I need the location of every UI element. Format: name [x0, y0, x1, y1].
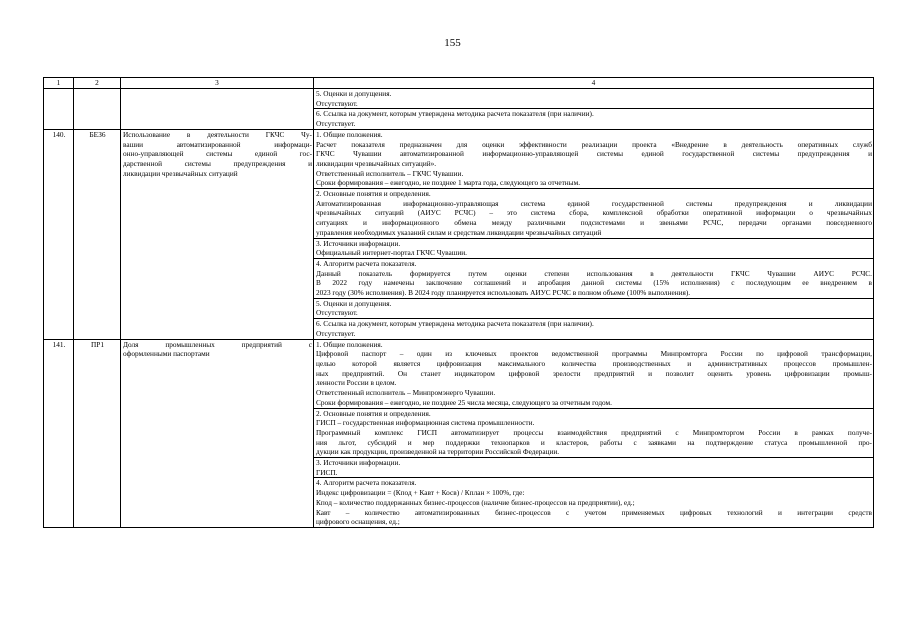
- header-col-4: 4: [314, 78, 874, 89]
- cont-num-cell: [44, 89, 74, 130]
- cont-section: [314, 89, 874, 109]
- section-heading: 2. Основные понятия и определения.: [316, 189, 431, 199]
- row-number: 141.: [44, 339, 74, 527]
- section-line: ситуациях и информационного обмена между различными подсистемами и звеньями РСЧС, передачи органами повседневного: [316, 218, 872, 228]
- section-general: [314, 339, 874, 408]
- section-line: цифрового оснащения, ед.;: [316, 517, 400, 527]
- section-sources: [314, 458, 874, 478]
- indicator-name-line: вашии автоматизированной информаци-: [123, 139, 312, 149]
- section-line: Индекс цифровизации = (Кпод + Кавт + Косв) / Кплан × 100%, где:: [316, 488, 525, 498]
- section-line: ных предприятий. Он станет индикатором цифровой зрелости предприятий и позволит оценить уровень цифровизации промыш-: [316, 368, 872, 378]
- section-assumptions: [314, 298, 874, 318]
- indicator-name-line: ликвидации чрезвычайных ситуаций: [123, 168, 238, 178]
- section-line: управления необходимых указаний силам и средствам ликвидации чрезвычайных ситуаций: [316, 227, 602, 237]
- table-row: [44, 89, 874, 109]
- indicator-name-line: дарственной системы предупреждения и: [123, 158, 312, 168]
- section-line: Сроки формирования – ежегодно, не позднее 1 марта года, следующего за отчетным.: [316, 178, 581, 188]
- section-line: Отсутствуют.: [316, 308, 358, 318]
- section-heading: 2. Основные понятия и определения.: [316, 408, 431, 418]
- section-line: Цифровой паспорт – один из ключевых проектов ведомственной программы Минпромторга России по цифровой трансформации,: [316, 349, 872, 359]
- indicator-name-line: оформленными паспортами: [123, 349, 210, 359]
- section-algorithm: [314, 258, 874, 298]
- section-heading: 1. Общие положения.: [316, 129, 383, 139]
- section-heading: 3. Источники информации.: [316, 458, 401, 468]
- section-heading: 4. Алгоритм расчета показателя.: [316, 258, 417, 268]
- section-line: ГИСП – государственная информационная система промышленности.: [316, 418, 535, 428]
- section-heading: 6. Ссылка на документ, которым утверждена методика расчета показателя (при наличии).: [316, 109, 594, 119]
- section-line: В 2022 году намечены заключение соглашений и апробация данной системы (15% исполнения) с последующим ее внедрением в: [316, 278, 872, 288]
- section-definitions: [314, 189, 874, 239]
- section-heading: 3. Источники информации.: [316, 238, 401, 248]
- row-number: 140.: [44, 129, 74, 339]
- section-line: ГКЧС Чувашии автоматизированной информационно-управляющей системы единой государственной системы предупреждения и: [316, 149, 872, 159]
- section-heading: 4. Алгоритм расчета показателя.: [316, 478, 417, 488]
- section-line: Кавт – количество автоматизированных бизнес-процессов с учетом применяемых цифровых технологий и интеграции средств: [316, 507, 872, 517]
- section-line: Ответственный исполнитель – ГКЧС Чувашии.: [316, 168, 464, 178]
- section-line: ликвидации чрезвычайных ситуаций».: [316, 158, 437, 168]
- indicator-code: ПР1: [74, 339, 121, 527]
- section-reference: [314, 319, 874, 339]
- indicator-name-line: Использование в деятельности ГКЧС Чу-: [123, 129, 312, 139]
- section-line: Отсутствует.: [316, 119, 356, 129]
- section-line: Официальный интернет-портал ГКЧС Чувашии.: [316, 248, 467, 258]
- section-line: Отсутствуют.: [316, 98, 358, 108]
- section-line: 2023 году (30% исполнения). В 2024 году планируется использовать АИУС РСЧС в полном объеме (100% выполнения).: [316, 288, 691, 298]
- section-line: Отсутствует.: [316, 328, 356, 338]
- indicator-name-line: онно-управляющей системы единой гос-: [123, 149, 312, 159]
- table-row: [44, 339, 874, 408]
- section-line: Расчет показателя предназначен для оценки эффективности реализации проекта «Внедрение в деятельность оперативных служб: [316, 139, 872, 149]
- cont-section: [314, 109, 874, 129]
- section-line: целью которой является цифровизация максимального количества производственных и административных процессов промышлен-: [316, 358, 872, 368]
- section-heading: 5. Оценки и допущения.: [316, 89, 392, 98]
- section-line: Данный показатель формируется путем оценки степени использования в деятельности ГКЧС Чувашии АИУС РСЧС.: [316, 268, 872, 278]
- indicator-code: БЕЗ6: [74, 129, 121, 339]
- indicator-name: [121, 339, 314, 527]
- section-line: Кпод – количество поддержанных бизнес-процессов (наличие бизнес-процессов на предприятии), ед.;: [316, 497, 635, 507]
- table-row: [44, 129, 874, 188]
- section-line: ленности России в целом.: [316, 378, 397, 388]
- section-heading: 5. Оценки и допущения.: [316, 298, 392, 308]
- header-col-2: 2: [74, 78, 121, 89]
- indicator-table: [43, 77, 874, 528]
- header-col-1: 1: [44, 78, 74, 89]
- indicator-name-line: Доля промышленных предприятий с: [123, 339, 312, 349]
- section-sources: [314, 238, 874, 258]
- section-line: дукции как продукции, произведенной на территории Российской Федерации.: [316, 447, 560, 457]
- header-row: [44, 78, 874, 89]
- section-line: Автоматизированная информационно-управляющая система единой государственной системы предупреждения и ликвидации: [316, 198, 872, 208]
- section-line: Программный комплекс ГИСП автоматизирует процессы взаимодействия предприятий с Минпромторгом России в рамках получе-: [316, 427, 872, 437]
- section-heading: 1. Общие положения.: [316, 339, 383, 349]
- section-line: чрезвычайных ситуаций (АИУС РСЧС) – это система сбора, комплексной обработки оперативной информации о чрезвычайных: [316, 208, 872, 218]
- cont-code-cell: [74, 89, 121, 130]
- section-heading: 6. Ссылка на документ, которым утверждена методика расчета показателя (при наличии).: [316, 319, 594, 329]
- cont-name-cell: [121, 89, 314, 130]
- page-number: 155: [444, 37, 461, 49]
- section-general: [314, 129, 874, 188]
- header-col-3: 3: [121, 78, 314, 89]
- section-line: ния льгот, субсидий и мер поддержки технопарков и кластеров, работы с заявками на подтверждение статуса промышленной про-: [316, 437, 872, 447]
- indicator-name: [121, 129, 314, 339]
- section-definitions: [314, 408, 874, 458]
- section-line: Сроки формирования – ежегодно, не позднее 25 числа месяца, следующего за отчетным годом.: [316, 397, 612, 407]
- section-line: Ответственный исполнитель – Минпромэнерго Чувашии.: [316, 388, 496, 398]
- section-algorithm: [314, 478, 874, 528]
- section-line: ГИСП.: [316, 467, 338, 477]
